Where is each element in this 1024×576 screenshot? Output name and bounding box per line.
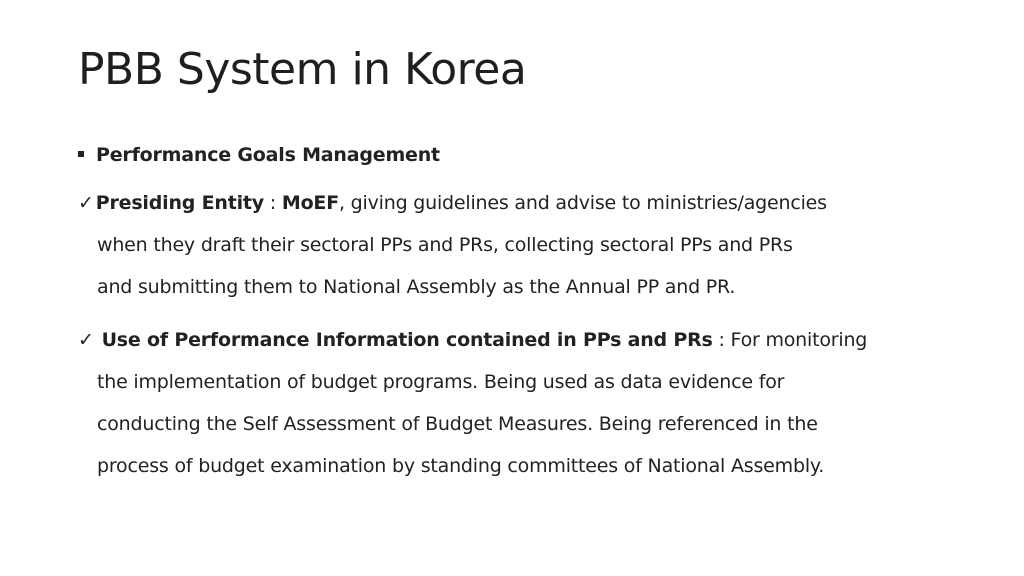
item1-line3: and submitting them to National Assembly as the Annual PP and PR. — [97, 276, 736, 298]
item1-line1-text: , giving guidelines and advise to ministries/agencies — [338, 192, 827, 214]
section-heading: Performance Goals Management — [96, 144, 440, 166]
item2-line1 — [78, 329, 867, 351]
slide-title: PBB System in Korea — [78, 44, 527, 95]
item2-line1-text: : For monitoring — [712, 329, 868, 351]
item1-line1 — [78, 192, 827, 214]
section-heading-row — [78, 144, 440, 166]
item1-label: Presiding Entity — [95, 192, 264, 214]
item2-line2: the implementation of budget programs. Being used as data evidence for — [97, 371, 785, 393]
checkmark-icon: ✓ — [78, 329, 94, 351]
item1-line2: when they draft their sectoral PPs and PRs, collecting sectoral PPs and PRs — [97, 234, 793, 256]
item2-line4: process of budget examination by standing committees of National Assembly. — [97, 455, 825, 477]
checkmark-icon: ✓ — [78, 192, 94, 214]
item1-entity: MoEF — [281, 192, 339, 214]
square-bullet-icon — [78, 151, 84, 157]
item1-separator: : — [263, 192, 282, 214]
item2-line3: conducting the Self Assessment of Budget Measures. Being referenced in the — [97, 413, 818, 435]
item2-label: Use of Performance Information contained in PPs and PRs — [101, 329, 713, 351]
